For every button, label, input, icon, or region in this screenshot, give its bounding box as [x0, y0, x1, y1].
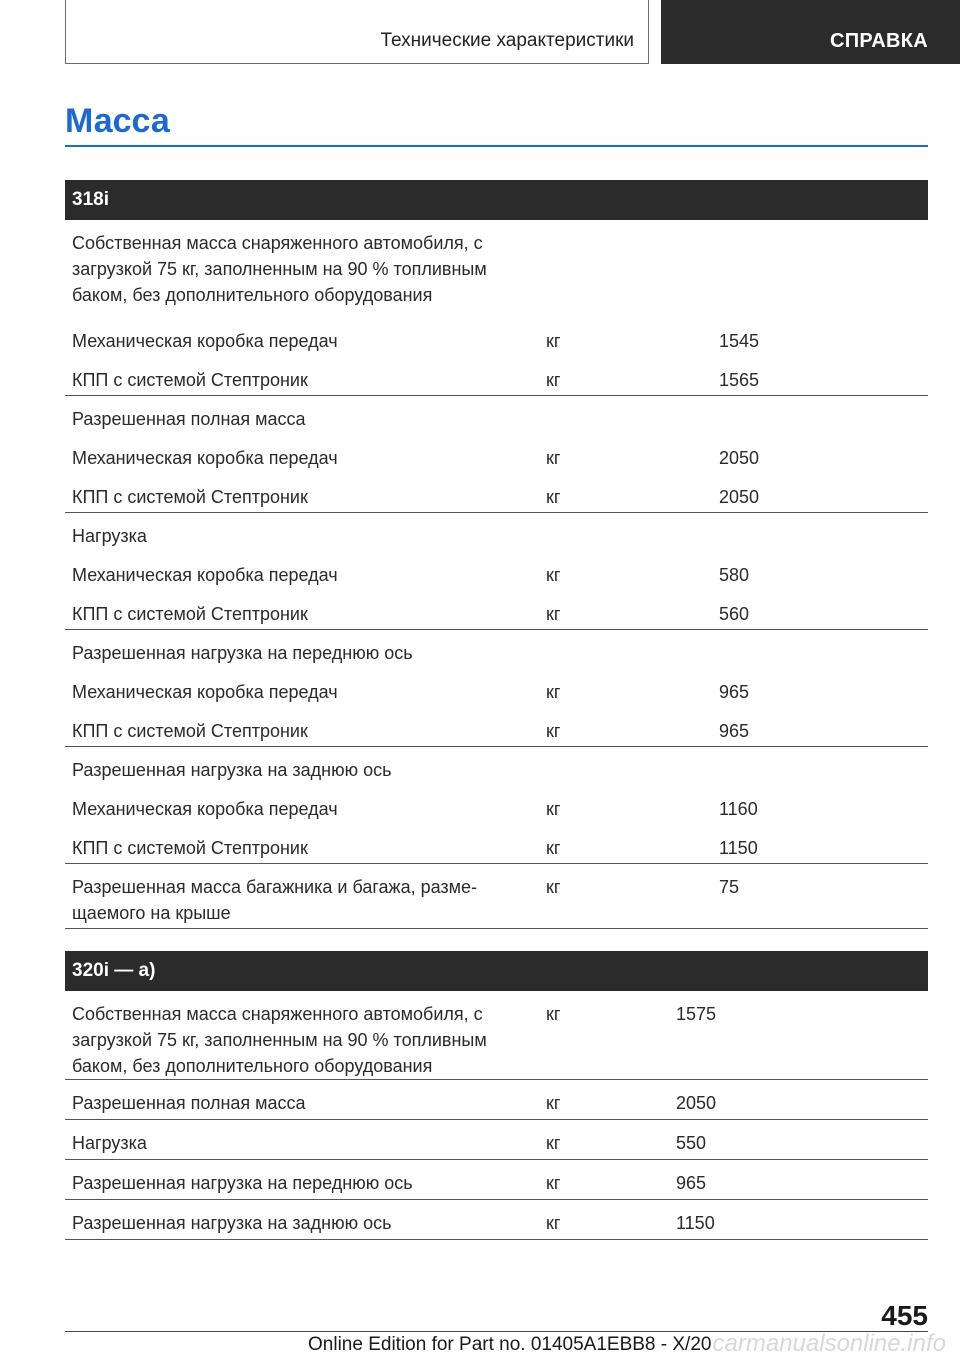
- row-value: 580: [719, 565, 750, 585]
- row-label: Разрешенная нагрузка на переднюю ось: [72, 643, 413, 663]
- table-row: [65, 864, 928, 929]
- table-row: [65, 1080, 928, 1120]
- table-row: [65, 708, 928, 747]
- table-row: [65, 435, 928, 474]
- row-label: Механическая коробка передач: [72, 331, 338, 351]
- row-value: 1160: [719, 799, 758, 819]
- table-row: [65, 747, 928, 786]
- table-heading-320i: 320i — a): [65, 951, 928, 991]
- edition-info: Online Edition for Part no. 01405A1EBB8 - X/20: [308, 1334, 712, 1355]
- row-value: 1150: [719, 838, 758, 858]
- table-row: [65, 357, 928, 396]
- row-unit: кг: [546, 682, 561, 702]
- row-label: Разрешенная полная масса: [72, 409, 306, 429]
- table-row: [65, 1160, 928, 1200]
- title-underline: [65, 145, 928, 147]
- row-unit: кг: [546, 1173, 561, 1193]
- row-unit: кг: [546, 565, 561, 585]
- table-row: [65, 786, 928, 825]
- page-title: Масса: [65, 102, 170, 140]
- table-row: [65, 591, 928, 630]
- page-number: 455: [881, 1300, 928, 1331]
- table-row: [65, 474, 928, 513]
- row-label: КПП с системой Стептроник: [72, 721, 308, 741]
- row-unit: кг: [546, 331, 561, 351]
- chapter-title: СПРАВКА: [829, 30, 928, 52]
- row-label: Механическая коробка передач: [72, 799, 338, 819]
- row-label: КПП с системой Стептроник: [72, 487, 308, 507]
- row-label: Разрешенная нагрузка на заднюю ось: [72, 1213, 392, 1233]
- spec-table-318i: [65, 180, 928, 929]
- row-label: КПП с системой Стептроник: [72, 370, 308, 390]
- row-value: 2050: [719, 448, 760, 468]
- row-value: 965: [719, 682, 750, 702]
- row-label: Собственная масса снаряженного автомобиля, с загрузкой 75 кг, заполненным на 90 % топливным баком, без дополнительного оборудования: [72, 1004, 487, 1076]
- row-label: Разрешенная масса багажника и багажа, разме-щаемого на крыше: [72, 877, 478, 923]
- row-label: Механическая коробка передач: [72, 448, 338, 468]
- row-label: Нагрузка: [72, 1133, 147, 1153]
- chapter-tab: [661, 0, 960, 64]
- table-row: [65, 825, 928, 864]
- row-value: 965: [676, 1173, 707, 1193]
- row-unit: кг: [546, 1004, 561, 1024]
- table-row: [65, 396, 928, 435]
- table-row: [65, 669, 928, 708]
- row-unit: кг: [546, 448, 561, 468]
- table-row: [65, 630, 928, 669]
- row-label: Нагрузка: [72, 526, 147, 546]
- row-label: Разрешенная полная масса: [72, 1093, 306, 1113]
- row-value: 560: [719, 604, 750, 624]
- row-label: Разрешенная нагрузка на заднюю ось: [72, 760, 392, 780]
- row-value: 965: [719, 721, 750, 741]
- row-unit: кг: [546, 838, 561, 858]
- section-title: Технические характеристики: [380, 30, 634, 51]
- row-unit: кг: [546, 721, 561, 741]
- row-value: 550: [676, 1133, 707, 1153]
- row-unit: кг: [546, 877, 561, 897]
- row-unit: кг: [546, 799, 561, 819]
- table-heading-318i: 318i: [65, 180, 928, 220]
- row-divider: [65, 928, 928, 929]
- row-unit: кг: [546, 370, 561, 390]
- row-label: Механическая коробка передач: [72, 682, 338, 702]
- row-label: Собственная масса снаряженного автомобиля, с загрузкой 75 кг, заполненным на 90 % топливным баком, без дополнительного оборудования: [72, 233, 487, 305]
- row-unit: кг: [546, 487, 561, 507]
- table-row: [65, 991, 928, 1080]
- row-label: КПП с системой Стептроник: [72, 838, 308, 858]
- row-value: 1575: [676, 1004, 717, 1024]
- row-value: 1150: [676, 1213, 715, 1233]
- row-unit: кг: [546, 1133, 561, 1153]
- row-value: 2050: [676, 1093, 717, 1113]
- row-value: 1565: [719, 370, 760, 390]
- table-row: [65, 220, 928, 318]
- table-row: [65, 318, 928, 357]
- row-unit: кг: [546, 1093, 561, 1113]
- row-divider: [65, 1239, 928, 1240]
- table-row: [65, 552, 928, 591]
- table-row: [65, 1200, 928, 1240]
- spec-table-320i: [65, 951, 928, 1240]
- row-unit: кг: [546, 604, 561, 624]
- row-label: Разрешенная нагрузка на переднюю ось: [72, 1173, 413, 1193]
- row-value: 1545: [719, 331, 760, 351]
- watermark: carmanualsonline.info: [712, 1330, 946, 1357]
- row-value: 2050: [719, 487, 760, 507]
- row-unit: кг: [546, 1213, 561, 1233]
- row-label: КПП с системой Стептроник: [72, 604, 308, 624]
- table-row: [65, 513, 928, 552]
- row-value: 75: [719, 877, 740, 897]
- row-label: Механическая коробка передач: [72, 565, 338, 585]
- table-row: [65, 1120, 928, 1160]
- section-tab: [65, 0, 649, 64]
